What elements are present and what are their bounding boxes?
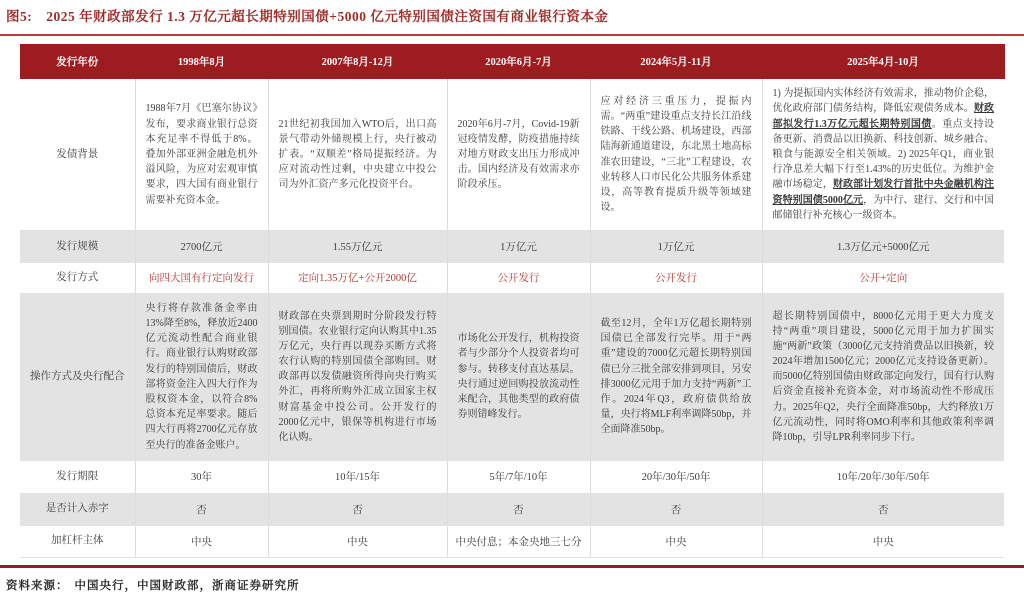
table-cell: 公开发行 xyxy=(590,262,762,293)
row-label-background: 发债背景 xyxy=(20,79,135,230)
row-label-deficit: 是否计入赤字 xyxy=(20,493,135,525)
column-header-2024: 2024年5月-11月 xyxy=(590,44,762,79)
table-header-row xyxy=(20,44,1004,79)
source-text: 中国央行，中国财政部，浙商证券研究所 xyxy=(74,579,300,592)
cell-text-segment: 。重点支持设备更新、消费品以旧换新、科技创新、城乡融合、粮食与能源安全相关领域。2) 2025年Q1，商业银行净息差大幅下行至1.43%的历史低位。为维护金融市场稳定， xyxy=(772,118,994,191)
table-cell: 中央 xyxy=(268,525,447,557)
column-header-1998: 1998年8月 xyxy=(135,44,268,79)
cell-emphasis-segment: 财政部拟发行1.3万亿元超长期特别国债 xyxy=(772,103,995,130)
table-cell: 否 xyxy=(135,493,268,525)
table-cell: 2020年6月-7月，Covid-19新冠疫情发酵，防疫措施持续对地方财政支出压力形成冲击。国内经济及有效需求亦阶段承压。 xyxy=(447,79,590,230)
table-cell: 1988年7月《巴塞尔协议》发布，要求商业银行总资本充足率不得低于8%。叠加外部亚洲金融危机外溢风险，为应对宏观审慎要求，四大国有商业银行需要补充资本金。 xyxy=(135,79,268,230)
figure-title xyxy=(0,6,1024,30)
table-cell: 超长期特别国债中，8000亿元用于更大力度支持“两重”项目建设，5000亿元用于加力扩围实施“两新”政策（3000亿元支持消费品以旧换新，较2024年增加1500亿元；2000亿元支持设备更新）。而5000亿特别国债由财政部定向发行，国有行认购后资金直接补充资本金，对市场流动性不形成压力。2025年Q2，央行全面降准50bp，大约释放1万亿元流动性，同时将OMO利率和其他政策利率调降10bp，引导LPR利率同步下行。 xyxy=(762,293,1004,460)
column-header-2025: 2025年4月-10月 xyxy=(762,44,1004,79)
row-label-operation: 操作方式及央行配合 xyxy=(20,293,135,460)
table-cell: 10年/15年 xyxy=(268,460,447,493)
table-cell: 2700亿元 xyxy=(135,230,268,262)
row-label-term: 发行期限 xyxy=(20,460,135,493)
column-header-2020: 2020年6月-7月 xyxy=(447,44,590,79)
table-cell: 1.3万亿元+5000亿元 xyxy=(762,230,1004,262)
table-cell: 中央 xyxy=(135,525,268,557)
table-cell: 否 xyxy=(268,493,447,525)
table-cell: 截至12月，全年1万亿超长期特别国债已全部发行完毕。用于“两重”建设的7000亿元超长期特别国债已分三批全部安排到项目，另安排3000亿元用于加力支持“两新”工作。2024年Q3，政府债供给放量，央行将MLF利率调降50bp，并全面降准50bp。 xyxy=(590,293,762,460)
table-cell: 否 xyxy=(762,493,1004,525)
table-cell: 1万亿元 xyxy=(447,230,590,262)
table-cell: 20年/30年/50年 xyxy=(590,460,762,493)
table-cell: 公开+定向 xyxy=(762,262,1004,293)
table-cell: 市场化公开发行，机构投资者与少部分个人投资者均可参与。转移支付直达基层。央行通过逆回购投放流动性来配合，其他类型的政府债券则错峰发行。 xyxy=(447,293,590,460)
table-cell: 向四大国有行定向发行 xyxy=(135,262,268,293)
table-row-term xyxy=(20,460,1004,493)
table-row-method xyxy=(20,262,1004,293)
table-cell-2025-background xyxy=(762,79,1004,230)
cell-text-segment: ，为中行、建行、交行和中国邮储银行补充核心一级资本。 xyxy=(772,194,995,221)
table-row-background xyxy=(20,79,1004,230)
table-row-operation xyxy=(20,293,1004,460)
source-label: 资料来源： xyxy=(6,579,69,592)
figure-label: 图5: xyxy=(6,9,33,24)
table-row-leverage xyxy=(20,525,1004,557)
table-cell: 1.55万亿元 xyxy=(268,230,447,262)
table-cell: 10年/20年/30年/50年 xyxy=(762,460,1004,493)
table-row-deficit xyxy=(20,493,1004,525)
table-cell: 中央付息；本金央地三七分 xyxy=(447,525,590,557)
table-cell: 1万亿元 xyxy=(590,230,762,262)
table-cell: 公开发行 xyxy=(447,262,590,293)
table-container xyxy=(0,36,1024,558)
table-cell: 30年 xyxy=(135,460,268,493)
table-cell: 中央 xyxy=(590,525,762,557)
figure-title-text: 2025 年财政部发行 1.3 万亿元超长期特别国债+5000 亿元特别国债注资国有商业银行资本金 xyxy=(46,9,609,24)
table-cell: 否 xyxy=(447,493,590,525)
table-cell: 应对经济三重压力，提振内需。“两重”建设重点支持长江沿线铁路、干线公路、机场建设，西部陆海新通道建设，东北黑土地高标准农田建设，“三北”工程建设，农业转移人口市民化公共服务体系建设，高等教育提质升级等领域建设。 xyxy=(590,79,762,230)
column-header-2007: 2007年8月-12月 xyxy=(268,44,447,79)
source-line xyxy=(0,568,1024,593)
table-cell: 央行将存款准备金率由13%降至8%，释放近2400亿元流动性配合商业银行。商业银行认购财政部发行的特别国债后，财政部将资金注入四大行作为股权资本金，以符合8%总资本充足率要求。随后四大行再将2700亿元存放至央行的准备金账户。 xyxy=(135,293,268,460)
row-label-leverage: 加杠杆主体 xyxy=(20,525,135,557)
special-bond-comparison-table xyxy=(20,44,1005,558)
cell-emphasis-segment: 财政部计划发行首批中央金融机构注资特别国债5000亿元 xyxy=(772,179,995,206)
table-cell: 否 xyxy=(590,493,762,525)
table-row-scale xyxy=(20,230,1004,262)
table-cell: 财政部在央票到期时分阶段发行特别国债。农业银行定向认购其中1.35万亿元，央行再以现券买断方式将农行认购的特别国债全部购回。财政部再以发债融资所得向央行购买外汇，再将所购外汇成立国家主权财富基金中投公司。公开发行的2000亿元中，银保等机构进行市场化认购。 xyxy=(268,293,447,460)
row-label-scale: 发行规模 xyxy=(20,230,135,262)
table-cell: 5年/7年/10年 xyxy=(447,460,590,493)
table-cell: 中央 xyxy=(762,525,1004,557)
table-cell: 21世纪初我国加入WTO后，出口高景气带动外储规模上行，央行被动扩表。“双顺差”格局提振经济。为应对流动性过剩，中央建立中投公司为外汇资产多元化投资平台。 xyxy=(268,79,447,230)
row-label-method: 发行方式 xyxy=(20,262,135,293)
column-header-issue-year: 发行年份 xyxy=(20,44,135,79)
table-cell: 定向1.35万亿+公开2000亿 xyxy=(268,262,447,293)
cell-text-segment: 1) 为提振国内实体经济有效需求，推动物价企稳，优化政府部门债务结构，降低宏观债务成本。 xyxy=(772,88,994,115)
